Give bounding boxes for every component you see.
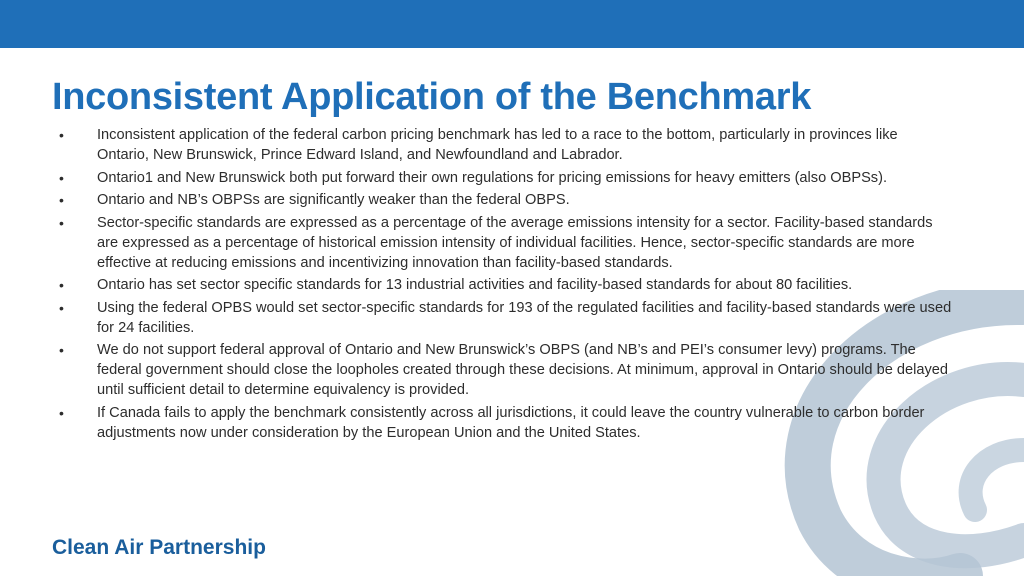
bullet-marker: • [59, 299, 64, 316]
bullet-text: We do not support federal approval of Ontario and New Brunswick’s OBPS (and NB’s and PEI’s consumer levy) programs. The federal government should close the loopholes created through these decisions. At minimum, approval in Ontario should be delayed until sufficient detail to determine equivalency is provided. [97, 342, 949, 398]
bullet-text: Sector-specific standards are expressed as a percentage of the average emissions intensity for a sector. Facility-based standards are expressed as a percentage of historical emission intensity of individual facilities. Hence, sector-specific standards are more effective at reducing emissions and incentivizing innovation than facility-based standards. [97, 214, 933, 271]
footer-logo: Clean Air Partnership [52, 536, 266, 559]
bullet-list [52, 125, 952, 445]
bullet-marker: • [59, 342, 64, 358]
bullet-item [52, 275, 952, 295]
bullet-text: Ontario has set sector specific standards for 13 industrial activities and facility-based standards for about 80 facilities. [97, 277, 853, 293]
bullet-marker: • [59, 277, 64, 293]
bullet-item [52, 168, 952, 188]
bullet-text: Ontario1 and New Brunswick both put forward their own regulations for pricing emissions for heavy emitters (also OBPSs). [97, 169, 888, 186]
bullet-item [52, 403, 952, 443]
bullet-text: Ontario and NB’s OBPSs are significantly weaker than the federal OBPS. [97, 192, 570, 208]
bullet-text: Using the federal OPBS would set sector-specific standards for 193 of the regulated facilities and facility-based standards were used for 24 facilities. [97, 299, 952, 336]
bullet-item [52, 190, 952, 210]
bullet-item [52, 340, 952, 400]
slide-title: Inconsistent Application of the Benchmark [52, 76, 812, 118]
bullet-item [52, 213, 952, 273]
bullet-text: Inconsistent application of the federal carbon pricing benchmark has led to a race to the bottom, particularly in provinces like Ontario, New Brunswick, Prince Edward Island, and Newfoundland and Labrador. [97, 127, 898, 163]
bullet-item [52, 125, 952, 165]
bullet-marker: • [59, 192, 64, 208]
header-bar [0, 0, 1024, 48]
bullet-text: If Canada fails to apply the benchmark consistently across all jurisdictions, it could leave the country vulnerable to carbon border adjustments now under consideration by the European Union and the United States. [97, 404, 925, 441]
bullet-marker: • [59, 127, 64, 143]
bullet-item [52, 298, 952, 338]
bullet-marker: • [59, 214, 64, 231]
bullet-marker: • [59, 404, 64, 421]
bullet-marker: • [59, 169, 64, 186]
